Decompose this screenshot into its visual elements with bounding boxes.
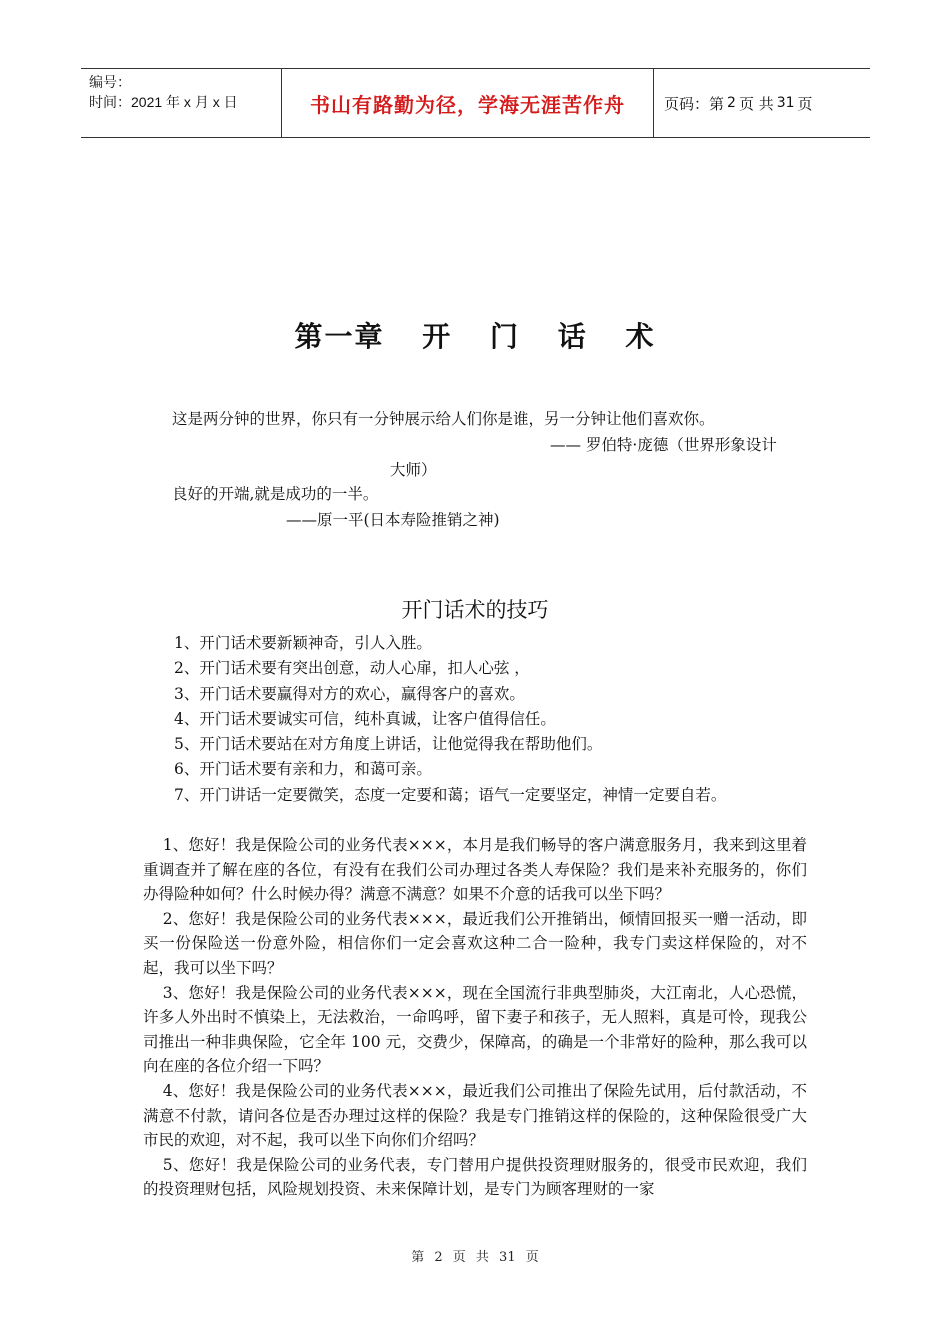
header-motto-cell bbox=[281, 69, 654, 137]
tips-list bbox=[174, 631, 834, 808]
time-label: 时间：2021 年 x 月 x 日 bbox=[89, 94, 238, 110]
section-title: 开门话术的技巧 bbox=[401, 598, 549, 622]
tip-item: 2、开门话术要有突出创意，动人心扉，扣人心弦 ， bbox=[174, 659, 530, 678]
quote-2-author: ——原一平(日本寿险推销之神) bbox=[286, 511, 500, 529]
script-paragraph: 5、您好！我是保险公司的业务代表，专门替用户提供投资理财服务的，很受市民欢迎，我们的投资理财包括，风险规划投资、未来保障计划，是专门为顾客理财的一家 bbox=[143, 1155, 807, 1199]
page-prefix: 页码：第 bbox=[664, 94, 725, 113]
quote-1-text: 这是两分钟的世界，你只有一分钟展示给人们你是谁，另一分钟让他们喜欢你。 bbox=[172, 410, 715, 428]
page-current: 2 bbox=[727, 95, 736, 111]
page-footer: 第 2 页 共 31 页 bbox=[411, 1250, 539, 1265]
page-header bbox=[81, 68, 870, 138]
page-suffix: 页 bbox=[797, 94, 813, 113]
script-paragraph: 4、您好！我是保险公司的业务代表×××，最近我们公司推出了保险先试用，后付款活动，不满意不付款，请问各位是否办理过这样的保险？我是专门推销这样的保险的，这种保险很受广大市民的欢迎，对不起，我可以坐下向你们介绍吗？ bbox=[143, 1081, 807, 1150]
number-label: 编号： bbox=[89, 74, 131, 90]
tip-item: 4、开门话术要诚实可信，纯朴真诚，让客户值得信任。 bbox=[174, 709, 556, 728]
page-total: 31 bbox=[776, 95, 795, 111]
tip-item: 6、开门话术要有亲和力，和蔼可亲。 bbox=[174, 760, 432, 779]
header-page-info bbox=[654, 69, 870, 137]
motto: 书山有路勤为径，学海无涯苦作舟 bbox=[310, 92, 625, 117]
tip-item: 7、开门讲话一定要微笑，态度一定要和蔼；语气一定要坚定，神情一定要自若。 bbox=[174, 785, 727, 804]
script-paragraph: 3、您好！我是保险公司的业务代表×××，现在全国流行非典型肺炎，大江南北，人心恐慌，许多人外出时不慎染上，无法救治，一命呜呼，留下妻子和孩子，无人照料，真是可怜，现我公司推出一种非典保险，它全年 100 元，交费少，保障高，的确是一个非常好的险种，那么我可以向在座的各位介绍一下吗？ bbox=[143, 983, 807, 1076]
quote-1-author-line2: 大师） bbox=[390, 461, 437, 479]
chapter-title: 第一章 开 门 话 术 bbox=[294, 320, 656, 353]
header-meta bbox=[81, 69, 281, 137]
quote-1-author-line1: —— 罗伯特·庞德（世界形象设计 bbox=[550, 436, 777, 454]
tip-item: 1、开门话术要新颖神奇，引人入胜。 bbox=[174, 634, 432, 652]
tip-item: 5、开门话术要站在对方角度上讲话，让他觉得我在帮助他们。 bbox=[174, 735, 603, 754]
page-mid: 页 共 bbox=[738, 94, 774, 113]
quote-2-text: 良好的开端,就是成功的一半。 bbox=[172, 485, 379, 503]
script-paragraph: 1、您好！我是保险公司的业务代表×××，本月是我们畅导的客户满意服务月，我来到这里着重调查并了解在座的各位，有没有在我们公司办理过各类人寿保险？我们是来补充服务的，你们办得险种如何？什么时候办得？满意不满意？如果不介意的话我可以坐下吗？ bbox=[143, 836, 807, 904]
script-paragraph: 2、您好！我是保险公司的业务代表×××，最近我们公开推销出，倾情回报买一赠一活动，即买一份保险送一份意外险，相信你们一定会喜欢这种二合一险种，我专门卖这样保险的，对不起，我可以坐下吗？ bbox=[143, 909, 807, 977]
script-examples bbox=[143, 833, 807, 1202]
tip-item: 3、开门话术要赢得对方的欢心，赢得客户的喜欢。 bbox=[174, 684, 525, 703]
